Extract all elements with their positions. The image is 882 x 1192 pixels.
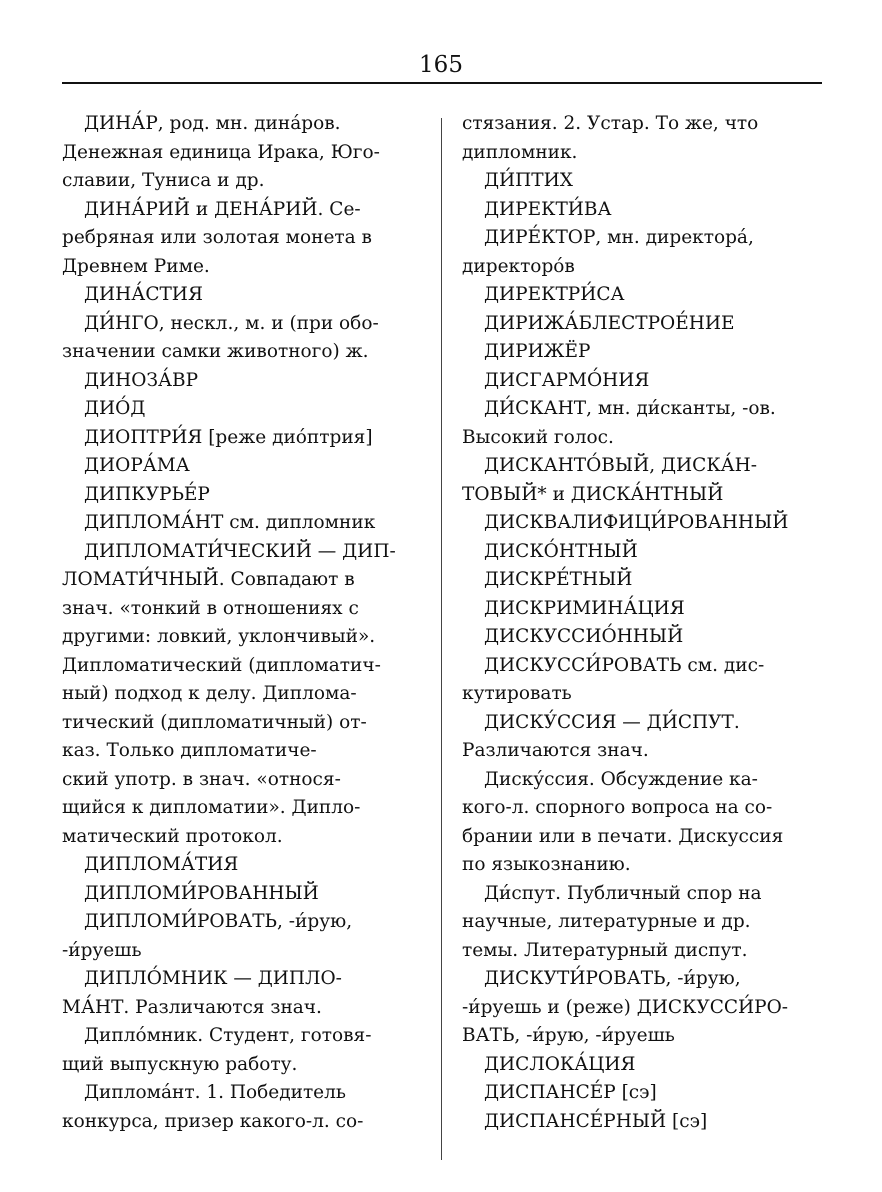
text-line: ный) подход к делу. Диплома- (62, 683, 357, 704)
text-line: брании или в печати. Дискуссия (462, 825, 784, 847)
text-line: стязания. 2. Устар. То же, что (462, 113, 759, 134)
text-line: ДИСКУССИО́ННЫЙ (484, 626, 684, 647)
text-line: ДИПЛОМА́ТИЯ (84, 854, 239, 875)
text-line: Денежная единица Ирака, Юго- (62, 141, 380, 163)
text-line: знач. «тонкий в отношениях с (62, 597, 359, 619)
text-line: щийся к дипломатии». Дипло- (62, 797, 361, 818)
text-line: ДИНА́Р, род. мн. дина́ров. (84, 113, 341, 134)
text-line: ТОВЫЙ* и ДИСКА́НТНЫЙ (462, 483, 724, 505)
text-line: ДИПЛОМИ́РОВАННЫЙ (84, 882, 319, 904)
text-line: МА́НТ. Различаются знач. (62, 996, 322, 1018)
text-line: Ди́спут. Публичный спор на (484, 882, 762, 904)
text-line: ребряная или золотая монета в (62, 227, 372, 248)
text-line: славии, Туниса и др. (62, 170, 265, 191)
text-line: Высокий голос. (462, 426, 614, 448)
text-line: ДИ́СКАНТ, мн. ди́сканты, -ов. (484, 398, 776, 419)
text-line: -и́руешь и (реже) ДИСКУССИ́РО- (462, 996, 789, 1018)
column-divider (441, 118, 442, 1160)
text-line: темы. Литературный диспут. (462, 939, 748, 961)
text-line: ДИНОЗА́ВР (84, 369, 199, 391)
text-line: конкурса, призер какого-л. со- (62, 1110, 364, 1132)
text-line: ДИО́Д (84, 398, 146, 419)
text-line: кого-л. спорного вопроса на со- (462, 797, 773, 818)
left-column (62, 110, 418, 1136)
text-line: Дипломатический (дипломатич- (62, 654, 381, 676)
text-line: ДИРЕКТРИ́СА (484, 284, 625, 305)
text-line: ДИПКУРЬЕ́Р (84, 483, 210, 505)
text-line: каз. Только дипломатиче- (62, 740, 317, 761)
text-line: ДИРЕ́КТОР, мн. директора́, (484, 227, 754, 248)
text-line: научные, литературные и др. (462, 911, 751, 932)
text-line: ДИ́ПТИХ (484, 170, 573, 191)
text-line: другими: ловкий, уклончивый». (62, 626, 376, 647)
text-line: ДИРИЖЁР (484, 341, 591, 362)
text-line: ДИРЕКТИ́ВА (484, 198, 612, 220)
text-line: ДИСЛОКА́ЦИЯ (484, 1053, 636, 1075)
text-line: значении самки животного) ж. (62, 341, 369, 362)
text-line: матический протокол. (62, 825, 283, 847)
text-line: ДИСПАНСЕ́РНЫЙ [сэ] (484, 1110, 708, 1132)
text-line: ДИСКВАЛИФИЦИ́РОВАННЫЙ (484, 512, 789, 533)
text-line: тический (дипломатичный) от- (62, 711, 367, 733)
text-line: ДИПЛОМИ́РОВАТЬ, -и́рую, (84, 911, 353, 932)
text-line: директоро́в (462, 255, 575, 277)
text-line: ДИСКУ́ССИЯ — ДИ́СПУТ. (484, 711, 740, 733)
text-line: Древнем Риме. (62, 255, 210, 277)
header-rule (62, 82, 822, 84)
text-line: ДИПЛО́МНИК — ДИПЛО- (84, 968, 342, 989)
text-line: Диску́ссия. Обсуждение ка- (484, 768, 758, 790)
text-line: ДИ́НГО, нескл., м. и (при обо- (84, 312, 379, 334)
text-line: ДИСКО́НТНЫЙ (484, 540, 638, 562)
text-line: ДИСКРИМИНА́ЦИЯ (484, 597, 685, 619)
text-line: ский употр. в знач. «относя- (62, 768, 341, 790)
text-line: ДИНА́СТИЯ (84, 284, 203, 305)
text-line: ДИСГАРМО́НИЯ (484, 369, 650, 391)
text-line: ДИСКАНТО́ВЫЙ, ДИСКА́Н- (484, 455, 758, 476)
page-number: 165 (419, 52, 463, 78)
text-line: ДИСПАНСЕ́Р [сэ] (484, 1082, 657, 1103)
text-line: ДИОПТРИ́Я [реже дио́птрия] (84, 426, 373, 448)
text-line: ДИСКУССИ́РОВАТЬ см. дис- (484, 654, 765, 676)
text-line: Дипло́мник. Студент, готовя- (84, 1025, 372, 1046)
text-line: ДИСКРЕ́ТНЫЙ (484, 569, 633, 590)
text-line: по языкознанию. (462, 854, 631, 875)
text-line: ДИПЛОМА́НТ см. дипломник (84, 512, 376, 533)
text-line: ДИНА́РИЙ и ДЕНА́РИЙ. Се- (84, 198, 361, 220)
text-line: ВАТЬ, -и́рую, -и́руешь (462, 1025, 675, 1046)
text-line: -и́руешь (62, 939, 142, 961)
text-line: ДИОРА́МА (84, 455, 190, 476)
text-line: ДИРИЖА́БЛЕСТРОЕ́НИЕ (484, 312, 735, 334)
text-line: щий выпускную работу. (62, 1053, 298, 1075)
text-line: Диплома́нт. 1. Победитель (84, 1082, 346, 1103)
text-line: дипломник. (462, 141, 578, 163)
text-line: ДИПЛОМАТИ́ЧЕСКИЙ — ДИП- (84, 540, 396, 562)
text-line: ЛОМАТИ́ЧНЫЙ. Совпадают в (62, 569, 355, 590)
text-line: кутировать (462, 683, 572, 704)
right-column (462, 110, 822, 1136)
text-line: Различаются знач. (462, 740, 649, 761)
text-line: ДИСКУТИ́РОВАТЬ, -и́рую, (484, 968, 741, 989)
